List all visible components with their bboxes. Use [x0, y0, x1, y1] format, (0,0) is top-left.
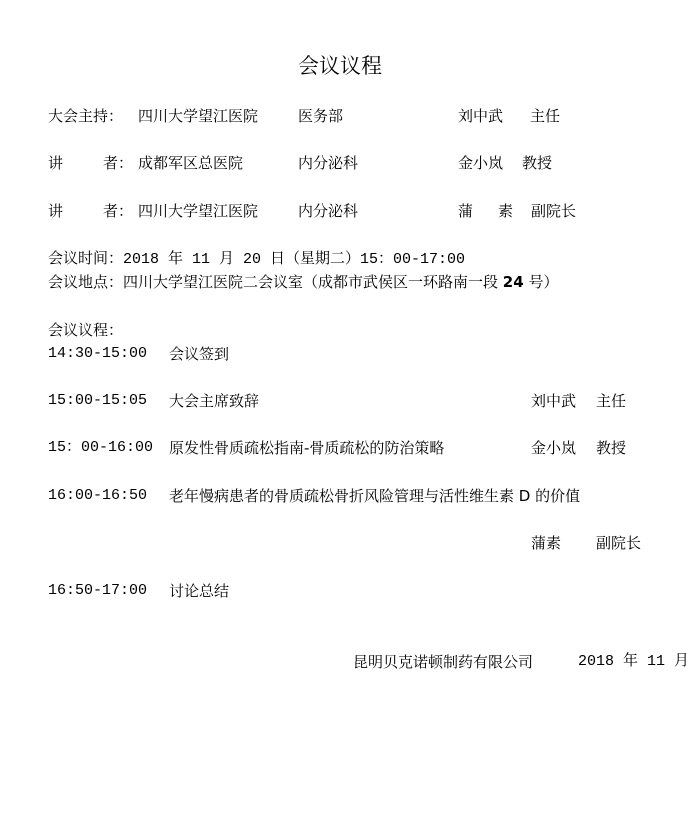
meeting-place-value-a: 四川大学望江医院二会议室（成都市武侯区一环路南一段: [123, 273, 503, 291]
agenda-item-role: 副院长: [596, 534, 642, 552]
speaker1-role: 教授: [522, 154, 553, 172]
agenda-item-time: 15：00-16:00: [48, 439, 154, 456]
footer-company: 昆明贝克诺顿制药有限公司: [353, 653, 534, 671]
speaker1-org: 成都军区总医院: [138, 154, 244, 172]
chair-label: 大会主持：: [48, 107, 124, 125]
agenda-item-topic: 大会主席致辞: [169, 392, 260, 410]
agenda-item-topic: 会议签到: [169, 345, 230, 363]
speaker1-dept: 内分泌科: [298, 154, 359, 172]
meeting-place-value-b: 号）: [523, 273, 559, 291]
agenda-item-topic: 老年慢病患者的骨质疏松骨折风险管理与活性维生素 D 的价值: [169, 487, 581, 505]
speaker2-dept: 内分泌科: [298, 202, 359, 220]
chair-role: 主任: [530, 107, 561, 125]
agenda-heading: 会议议程：: [48, 321, 124, 339]
speaker2-role: 副院长: [531, 202, 577, 220]
speaker2-label-b: 者：: [103, 202, 134, 220]
page-title: 会议议程: [298, 54, 382, 78]
agenda-item-speaker: 刘中武: [531, 392, 577, 410]
agenda-item-speaker: 金小岚: [531, 439, 577, 457]
meeting-place-number: 24: [502, 273, 524, 291]
speaker1-label-b: 者：: [103, 154, 134, 172]
chair-dept: 医务部: [298, 107, 344, 125]
speaker1-name: 金小岚: [458, 154, 504, 172]
agenda-item-speaker: 蒲素: [531, 534, 562, 552]
footer-date: 2018 年 11 月: [578, 653, 690, 670]
agenda-item-topic: 讨论总结: [169, 582, 230, 600]
meeting-time-value: 2018 年 11 月 20 日（星期二）15：00-17:00: [123, 251, 466, 268]
agenda-item-time: 16:00-16:50: [48, 487, 148, 504]
agenda-item-role: 主任: [596, 392, 627, 410]
speaker2-label-a: 讲: [48, 202, 64, 220]
speaker2-name-b: 素: [498, 202, 514, 220]
meeting-place-label: 会议地点：: [48, 273, 124, 291]
agenda-item-time: 15:00-15:05: [48, 392, 148, 409]
speaker2-name-a: 蒲: [458, 202, 474, 220]
agenda-item-time: 14:30-15:00: [48, 345, 148, 362]
meeting-place: [48, 272, 558, 292]
agenda-item-role: 教授: [596, 439, 627, 457]
agenda-item-time: 16:50-17:00: [48, 582, 148, 599]
chair-org: 四川大学望江医院: [138, 107, 259, 125]
speaker1-label-a: 讲: [48, 154, 64, 172]
meeting-time-label: 会议时间：: [48, 249, 124, 267]
agenda-item-topic: 原发性骨质疏松指南-骨质疏松的防治策略: [169, 439, 445, 457]
chair-name: 刘中武: [458, 107, 504, 125]
speaker2-org: 四川大学望江医院: [138, 202, 259, 220]
meeting-time: [48, 248, 465, 270]
